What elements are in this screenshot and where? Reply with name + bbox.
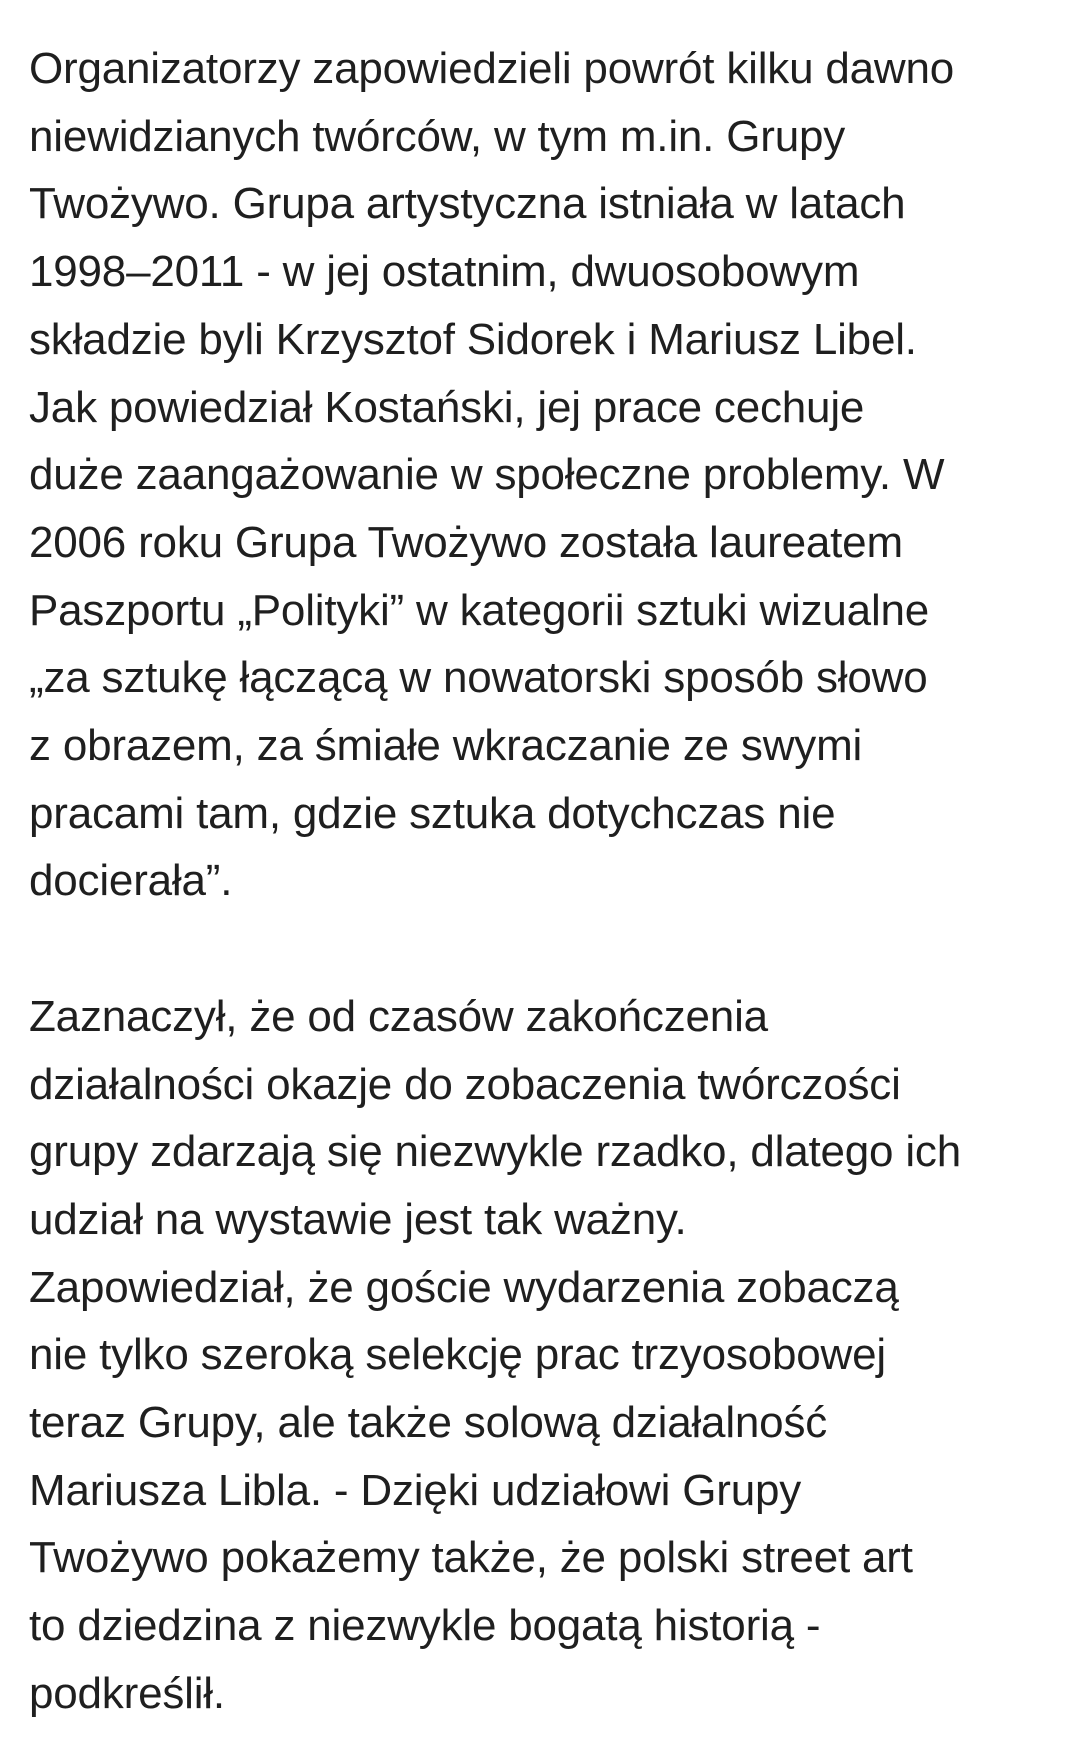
text-line: teraz Grupy, ale także solową działalność (29, 1398, 828, 1448)
text-line: składzie byli Krzysztof Sidorek i Mariusz Libel. (29, 314, 917, 364)
text-line: podkreślił. (29, 1668, 225, 1718)
text-line: grupy zdarzają się niezwykle rzadko, dlatego ich (29, 1127, 961, 1177)
text-line: Organizatorzy zapowiedzieli powrót kilku dawno (29, 44, 955, 93)
text-line: to dziedzina z niezwykle bogatą historią - (29, 1601, 821, 1651)
text-line: „za sztukę łączącą w nowatorski sposób słowo (29, 653, 928, 703)
text-line: Zapowiedział, że goście wydarzenia zobaczą (29, 1262, 899, 1312)
text-line: Zaznaczył, że od czasów zakończenia (29, 991, 768, 1041)
text-line: 1998–2011 - w jej ostatnim, dwuosobowym (29, 247, 860, 297)
text-line: niewidzianych twórców, w tym m.in. Grupy (29, 111, 846, 161)
text-line: nie tylko szeroką selekcję prac trzyosobowej (29, 1330, 886, 1380)
text-line: pracami tam, gdzie sztuka dotychczas nie (29, 788, 836, 838)
text-line: Twożywo. Grupa artystyczna istniała w latach (29, 179, 906, 229)
article-paragraph-2 (29, 983, 1069, 1728)
article-body (29, 35, 1069, 1728)
paragraph-spacer (29, 915, 1069, 983)
text-line: Twożywo pokażemy także, że polski street art (29, 1533, 913, 1583)
text-line: udział na wystawie jest tak ważny. (29, 1194, 687, 1244)
text-line: z obrazem, za śmiałe wkraczanie ze swymi (29, 721, 863, 771)
text-line: działalności okazje do zobaczenia twórczości (29, 1059, 901, 1109)
article-paragraph-1 (29, 35, 1069, 915)
text-line: Mariusza Libla. - Dzięki udziałowi Grupy (29, 1465, 802, 1515)
text-line: 2006 roku Grupa Twożywo została laureatem (29, 517, 903, 567)
text-line: Jak powiedział Kostański, jej prace cechuje (29, 382, 865, 432)
text-line: docierała”. (29, 856, 233, 906)
text-line: duże zaangażowanie w społeczne problemy. W (29, 450, 945, 500)
text-line: Paszportu „Polityki” w kategorii sztuki wizualne (29, 585, 930, 635)
